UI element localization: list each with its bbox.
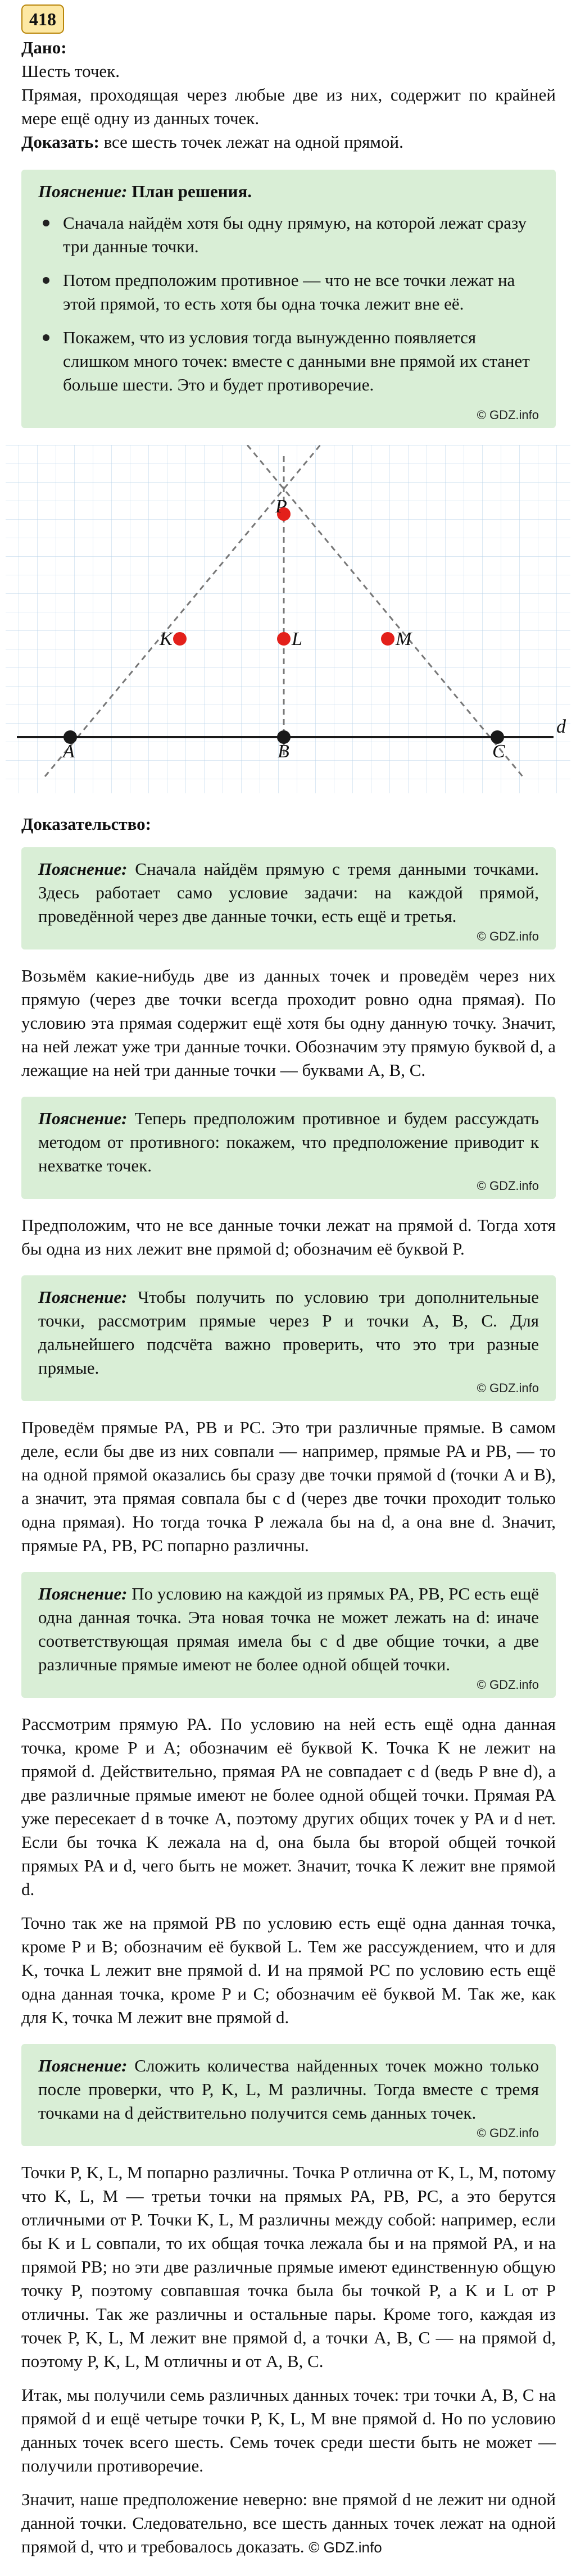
note-2-text: Теперь предположим противное и будем рассуждать методом от противного: покажем, что предположение приводит к нехватке точек. bbox=[38, 1108, 539, 1175]
proof-paragraph-3: Проведём прямые PA, PB и PC. Это три различные прямые. В самом деле, если бы две из них совпали — например, прямые PA и PB, — то на одной прямой оказались бы сразу две точки прямой d (точки A и B), а значит, эта прямая совпала бы с d (через две точки проходит только одна прямая). Но тогда точка P лежала бы на d, а она вне d. Значит, прямые PA, PB, PC попарно различны. bbox=[21, 1418, 556, 1555]
note-5-label: Пояснение: bbox=[38, 2056, 128, 2075]
copyright-sign: © GDZ.info bbox=[477, 1381, 539, 1395]
plan-item: Сначала найдём хотя бы одну прямую, на которой лежат сразу три данные точки. bbox=[38, 211, 539, 258]
proof-paragraph-6: Точки P, K, L, M попарно различны. Точка P отлична от K, L, M, потому что K, L, M — третьи точки на прямых PA, PB, PC, а это берутся отличными от P. Точки K, L, M различны между собой: например, если бы K и L совпали, то их общая точка лежала бы и на прямой PA, и на прямой PB; но эти две различные прямые имеют единственную общую точку P, поэтому совпавшая точка была бы точкой P, а K и L от P отличны. Так же различны и остальные пары. Кроме того, каждая из точек P, K, L, M лежит вне прямой d, а точки A, B, C — на прямой d, поэтому P, K, L, M отличны и от A, B, C. bbox=[21, 2162, 556, 2371]
point-K bbox=[173, 632, 187, 646]
given-label: Дано: bbox=[21, 38, 67, 57]
copyright-sign: © GDZ.info bbox=[477, 408, 539, 422]
note-5-text: Сложить количества найденных точек можно только после проверки, что P, K, L, M различны. Тогда вместе с тремя точками на d действительно получится семь данных точек. bbox=[38, 2056, 539, 2123]
plan-item: Покажем, что из условия тогда вынужденно появляется слишком много точек: вместе с данными вне прямой их станет больше шести. Это и будет противоречие. bbox=[38, 326, 539, 397]
label-L: L bbox=[292, 629, 302, 649]
plan-note bbox=[21, 170, 556, 428]
note-2 bbox=[21, 1097, 556, 1199]
label-A: A bbox=[63, 741, 75, 762]
label-M: M bbox=[396, 629, 412, 649]
prove-text: все шесть точек лежат на одной прямой. bbox=[103, 132, 403, 152]
note-4 bbox=[21, 1572, 556, 1698]
given-line-1: Шесть точек. bbox=[21, 61, 120, 81]
copyright-sign: © GDZ.info bbox=[477, 1678, 539, 1692]
proof-paragraph-8 bbox=[21, 2488, 556, 2559]
geometry-figure bbox=[0, 445, 576, 793]
note-1-text: Сначала найдём прямую с тремя данными точками. Здесь работает само условие задачи: на каждой прямой, проведённой через две данные точки, есть ещё и третья. bbox=[38, 859, 539, 926]
note-3-text: Чтобы получить по условию три дополнительные точки, рассмотрим прямые через P и точки A, B, C. Для дальнейшего подсчёта важно проверить, что это три разные прямые. bbox=[38, 1287, 539, 1378]
label-K: K bbox=[160, 629, 173, 649]
point-L bbox=[277, 632, 291, 646]
label-P: P bbox=[275, 496, 287, 517]
given-line-2: Прямая, проходящая через любые две из них, содержит по крайней мере ещё одну из данных точек. bbox=[21, 85, 556, 128]
copyright-sign: © GDZ.info bbox=[477, 929, 539, 943]
note-1 bbox=[21, 847, 556, 949]
plan-note-title: План решения. bbox=[131, 181, 252, 201]
note-5 bbox=[21, 2044, 556, 2146]
problem-number-badge: 418 bbox=[21, 4, 64, 34]
note-3-label: Пояснение: bbox=[38, 1287, 128, 1307]
proof-paragraph-7: Итак, мы получили семь различных данных точек: три точки A, B, C на прямой d и ещё четыре точки P, K, L, M вне прямой d. Но по условию данных точек всего шесть. Семь точек среди шести быть не может — получили противоречие. bbox=[21, 2385, 556, 2475]
label-C: C bbox=[492, 741, 505, 762]
plan-list bbox=[38, 211, 539, 397]
proof-paragraph-1: Возьмём какие-нибудь две из данных точек и проведём через них прямую (через две точки всегда проходит ровно одна прямая). По условию эта прямая содержит ещё хотя бы одну данную точку. Значит, на ней лежат уже три данные точки. Обозначим эту прямую буквой d, а лежащие на ней три данные точки — буквами A, B, C. bbox=[21, 966, 556, 1080]
prove-label: Доказать: bbox=[21, 132, 99, 152]
copyright-sign: © GDZ.info bbox=[477, 1179, 539, 1193]
plan-item: Потом предположим противное — что не все точки лежат на этой прямой, то есть хотя бы одна точка лежит вне её. bbox=[38, 269, 539, 316]
label-B: B bbox=[278, 741, 289, 762]
note-2-label: Пояснение: bbox=[38, 1108, 128, 1128]
point-M bbox=[381, 632, 394, 646]
figure-svg bbox=[0, 445, 576, 793]
plan-note-label: Пояснение: bbox=[38, 181, 128, 201]
final-copyright-sign: © GDZ.info bbox=[309, 2539, 382, 2556]
proof-paragraph-4: Рассмотрим прямую PA. По условию на ней есть ещё одна данная точка, кроме P и A; обозначим её буквой K. Точка K не лежит на прямой d. Действительно, прямая PA не совпадает с d (ведь P вне d), а две различные прямые имеют не более одной общей точки. Прямая PA уже пересекает d в точке A, поэтому других общих точек у PA и d нет. Если бы точка K лежала на d, она была бы второй общей точкой прямых PA и d, чего быть не может. Значит, точка K лежит вне прямой d. bbox=[21, 1714, 556, 1899]
note-4-text: По условию на каждой из прямых PA, PB, PC есть ещё одна данная точка. Эта новая точка не может лежать на d: иначе соответствующая прямая имела бы с d две общие точки, а две различные прямые имеют не более одной общей точки. bbox=[38, 1584, 539, 1674]
proof-title: Доказательство: bbox=[21, 814, 151, 834]
note-1-label: Пояснение: bbox=[38, 859, 128, 879]
proof-paragraph-8-text: Значит, наше предположение неверно: вне прямой d не лежит ни одной данной точки. Следовательно, все шесть данных точек лежат на одной прямой d, что и требовалось доказать. bbox=[21, 2489, 556, 2556]
note-3 bbox=[21, 1275, 556, 1401]
proof-paragraph-5: Точно так же на прямой PB по условию есть ещё одна данная точка, кроме P и B; обозначим её буквой L. Тем же рассуждением, что и для K, точка L лежит вне прямой d. И на прямой PC по условию есть ещё одна данная точка, кроме P и C; обозначим её буквой M. Так же, как для K, точка M лежит вне прямой d. bbox=[21, 1913, 556, 2027]
label-d: d bbox=[556, 716, 566, 737]
note-4-label: Пояснение: bbox=[38, 1584, 128, 1603]
proof-paragraph-2: Предположим, что не все данные точки лежат на прямой d. Тогда хотя бы одна из них лежит вне прямой d; обозначим её буквой P. bbox=[21, 1215, 556, 1259]
copyright-sign: © GDZ.info bbox=[477, 2126, 539, 2140]
